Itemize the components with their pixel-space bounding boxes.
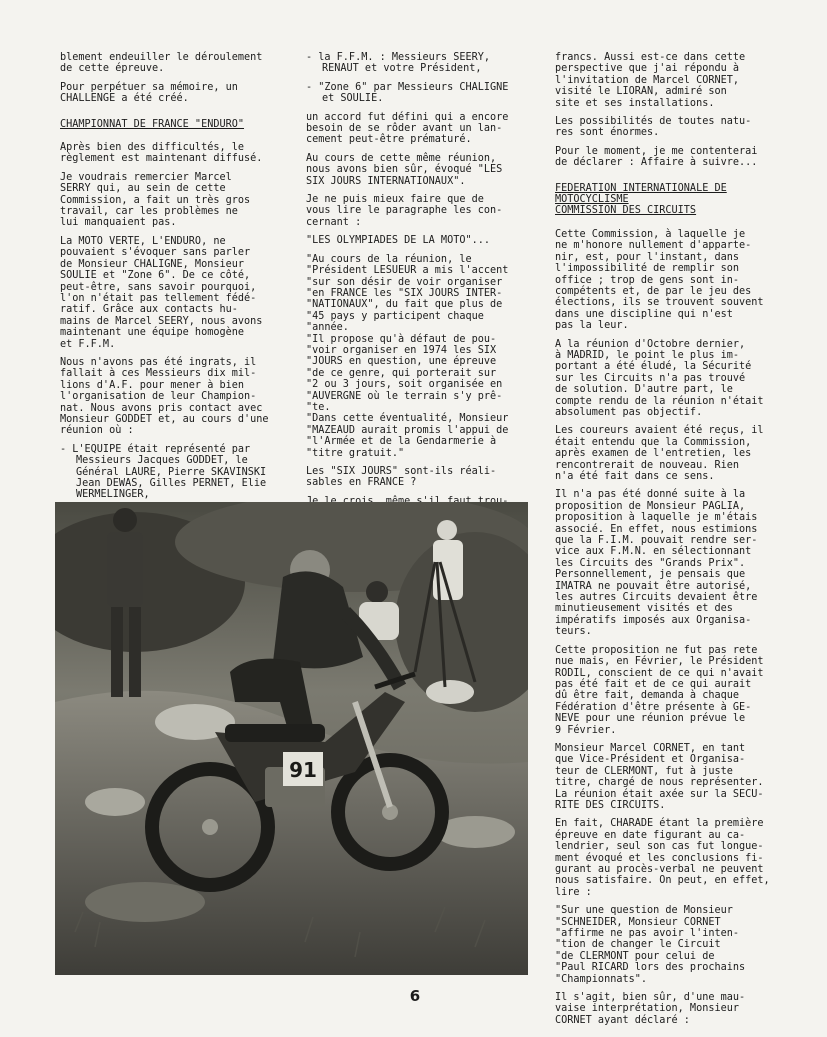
paragraph: Pour perpétuer sa mémoire, un CHALLENGE a été créé. (60, 81, 238, 105)
paragraph: Je voudrais remercier Marcel SERRY qui, au sein de cette Commission, a fait un très gros travail, car les problèmes ne lui manquaient pas. (60, 171, 251, 229)
paragraph: Les "SIX JOURS" sont-ils réali- sables en FRANCE ? (306, 466, 497, 489)
paragraph: Pour le moment, je me contenterai de déclarer : Affaire à suivre... (555, 145, 758, 169)
paragraph: un accord fut défini qui a encore besoin de se rôder avant un lan- cement peut-être prématuré. (306, 111, 509, 146)
page-number: 6 (409, 987, 421, 1005)
paragraph: La MOTO VERTE, L'ENDURO, ne pouvaient s'évoquer sans parler de Monsieur CHALIGNE, Monsieur SOULIE et "Zone 6". De ce côté, peut-être, sans savoir pourquoi, l'on n'était pas tellement fédé- ratif. Grâce aux contacts hu- mains de Marcel SEERY, nous avons maintenant une équipe homogène et F.F.M. (60, 235, 263, 350)
paragraph: Après bien des difficultés, le règlement est maintenant diffusé. (60, 142, 263, 165)
paragraph: Je ne puis mieux faire que de vous lire le paragraphe les con- cernant : (306, 194, 503, 228)
enduro-motorcycle-photo (55, 502, 528, 975)
paragraph: "Au cours de la réunion, le "Président LESUEUR a mis l'accent "sur son désir de voir organiser "en FRANCE les "SIX JOURS INTER- "NATIONAUX", du fait que plus de "45 pays y participent chaque "année. "Il propose qu'à défaut de pou- "voir organiser en 1974 les SIX "JOURS en question, une épreuve "de ce genre, qui porterait sur "2 ou 3 jours, soit organisée en "AUVERGNE où le terrain s'y prê- "te. "Dans cette éventualité, Monsieur "MAZEAUD aurait promis l'appui de "l'Armée et de la Gendarmerie à "titre gratuit." (306, 253, 509, 459)
paragraph: francs. Aussi est-ce dans cette perspective que j'ai répondu à l'invitation de Marcel CORNET, visité le LIORAN, admiré son site et ses installations. (555, 52, 746, 109)
paragraph: A la réunion d'Octobre dernier, à MADRID, le point le plus im- portant a été éludé, la Sécurité sur les Circuits n'a pas trouvé de solution. D'autre part, le compte rendu de la réunion n'était absolument pas objectif. (555, 338, 764, 418)
paragraph: En fait, CHARADE étant la première épreuve en date figurant au ca- lendrier, seul son cas fut longue- ment évoqué et les conclusions fi- gurant au procès-verbal ne peuvent nous satisfaire. On peut, en effet, lire : (555, 818, 770, 898)
paragraph: Nous n'avons pas été ingrats, il fallait à ces Messieurs dix mil- lions d'A.F. pour mener à bien l'organisation de leur Champion- nat. Nous avons pris contact avec Monsieur GODDET et, au cours d'une réunion où : (60, 356, 269, 437)
paragraph: blement endeuiller le déroulement de cette épreuve. (60, 52, 263, 75)
left-column (60, 52, 282, 508)
section-heading: FEDERATION INTERNATIONALE DE MOTOCYCLISME COMMISSION DES CIRCUITS (555, 182, 727, 217)
right-column (555, 52, 777, 1033)
list-item: - "Zone 6" par Messieurs CHALIGNE et SOULIE. (306, 81, 509, 105)
paragraph: Au cours de cette même réunion, nous avons bien sûr, évoqué "LES SIX JOURS INTERNATIONAUX". (306, 152, 503, 187)
paragraph: "Sur une question de Monsieur "SCHNEIDER, Monsieur CORNET "affirme ne pas avoir l'inten- "tion de changer le Circuit "de CLERMONT pour celui de "Paul RICARD lors des prochains "Championnats". (555, 905, 746, 985)
paragraph: Il n'a pas été donné suite à la proposition de Monsieur PAGLIA, proposition à laquelle je m'étais associé. En effet, nous estimions que la F.I.M. pouvait rendre ser- vice aux F.M.N. en sélectionnant les Circuits des "Grands Prix". Personnellement, je pensais que IMATRA ne pouvait être autorisé, les autres Circuits devaient être minutieusement visités et des impératifs imposés aux Organisa- teurs. (555, 489, 758, 638)
paragraph: "LES OLYMPIADES DE LA MOTO"... (306, 235, 491, 247)
section-heading: CHAMPIONNAT DE FRANCE "ENDURO" (60, 118, 245, 130)
list-item: - la F.F.M. : Messieurs SEERY, RENAUT et votre Président, (306, 52, 491, 75)
middle-column (306, 52, 528, 526)
paragraph: Les possibilités de toutes natu- res sont énormes. (555, 116, 752, 139)
paragraph: Monsieur Marcel CORNET, en tant que Vice-Président et Organisa- teur de CLERMONT, fut à juste titre, chargé de nous représenter. La réunion était axée sur la SECU- RITE DES CIRCUITS. (555, 742, 764, 811)
list-item: - L'EQUIPE était représenté par Messieurs Jacques GODDET, le Général LAURE, Pierre SKAVINSKI Jean DEWAS, Gilles PERNET, Elie WERMELINGER, (60, 443, 267, 501)
paragraph: Il s'agit, bien sûr, d'une mau- vaise interprétation, Monsieur CORNET ayant déclaré : (555, 992, 746, 1026)
paragraph: Cette Commission, à laquelle je ne m'honore nullement d'apparte- nir, est, pour l'instant, dans l'impossibilité de remplir son office ; trop de gens sont in- compétents et, de par le jeu des élections, ils se trouvent souvent dans une discipline qui n'est pas la leur. (555, 228, 764, 332)
motorcycle-plate-number: 91 (289, 758, 317, 782)
paragraph: Cette proposition ne fut pas rete nue mais, en Février, le Président RODIL, conscient de ce qui n'avait pas été fait et de ce qui aurait dû être fait, demanda à chaque Fédération d'être présente à GE- NEVE pour une réunion prévue le 9 Février. (555, 644, 764, 736)
paragraph: Les coureurs avaient été reçus, il était entendu que la Commission, après examen de l'entretien, les rencontrerait de nouveau. Rien n'a été fait dans ce sens. (555, 425, 764, 482)
